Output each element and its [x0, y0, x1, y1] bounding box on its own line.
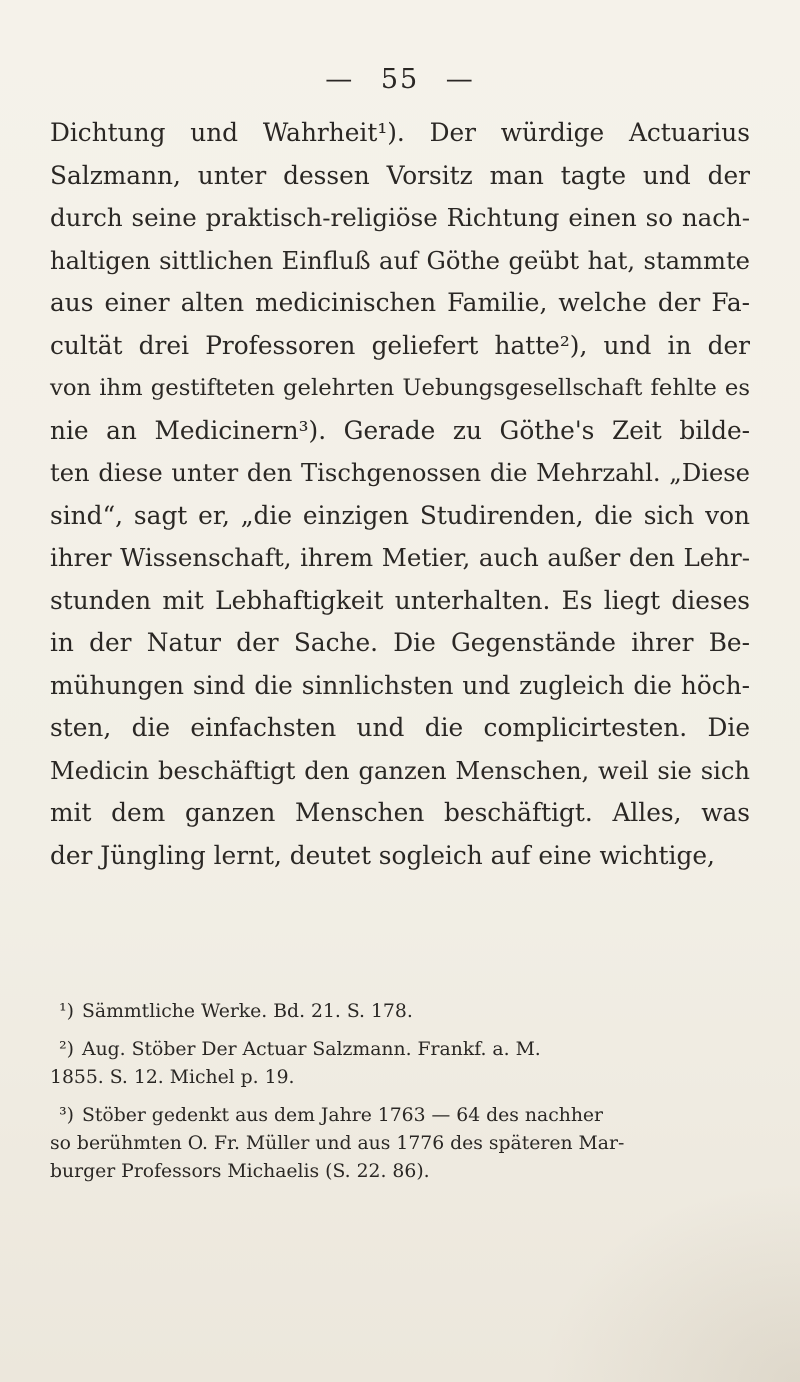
- body-line: Dichtung und Wahrheit¹). Der würdige Actuarius: [50, 118, 750, 147]
- footnote-line: so berühmten O. Fr. Müller und aus 1776 des späteren Mar-: [50, 1133, 625, 1154]
- body-line: sind“, sagt er, „die einzigen Studirenden, die sich von: [50, 500, 750, 530]
- footnote-marker: ³): [59, 1105, 74, 1126]
- body-line: mühungen sind die sinnlichsten und zugleich die höch-: [50, 670, 750, 700]
- header-dash-left: —: [325, 64, 355, 95]
- body-line: von ihm gestifteten gelehrten Uebungsgesellschaft fehlte es: [50, 375, 750, 401]
- footnote-line: 1855. S. 12. Michel p. 19.: [50, 1067, 295, 1088]
- footnote-line: [50, 1102, 750, 1130]
- footnotes: [50, 998, 750, 1196]
- body-line: ten diese unter den Tischgenossen die Mehrzahl. „Diese: [50, 459, 750, 487]
- body-line: der Jüngling lernt, deutet sogleich auf eine wichtige,: [50, 840, 715, 870]
- header-dash-right: —: [445, 64, 475, 95]
- footnote-line: [50, 1036, 750, 1064]
- body-line: Salzmann, unter dessen Vorsitz man tagte und der: [50, 160, 750, 190]
- body-line: sten, die einfachsten und die complicirtesten. Die: [50, 713, 750, 742]
- footnote-text: Aug. Stöber Der Actuar Salzmann. Frankf. a. M.: [82, 1039, 541, 1060]
- body-line: Medicin beschäftigt den ganzen Menschen, weil sie sich: [50, 756, 750, 785]
- footnote-marker: ¹): [59, 1001, 74, 1022]
- paper-stain: [540, 1182, 800, 1382]
- footnote-text: Sämmtliche Werke. Bd. 21. S. 178.: [82, 1001, 413, 1022]
- body-line: durch seine praktisch-religiöse Richtung einen so nach-: [50, 203, 750, 232]
- footnote-line: [50, 998, 750, 1026]
- footnote-2: [50, 1036, 750, 1092]
- body-line: stunden mit Lebhaftigkeit unterhalten. Es liegt dieses: [50, 585, 750, 615]
- body-line: mit dem ganzen Menschen beschäftigt. Alles, was: [50, 798, 750, 827]
- footnote-1: [50, 998, 750, 1026]
- footnote-line: burger Professors Michaelis (S. 22. 86).: [50, 1161, 430, 1182]
- footnote-text: Stöber gedenkt aus dem Jahre 1763 — 64 des nachher: [82, 1105, 604, 1126]
- body-line: haltigen sittlichen Einfluß auf Göthe geübt hat, stammte: [50, 246, 750, 275]
- body-line: in der Natur der Sache. Die Gegenstände ihrer Be-: [50, 628, 750, 657]
- body-text: [50, 112, 750, 877]
- footnote-marker: ²): [59, 1039, 74, 1060]
- page-number: 55: [380, 64, 420, 95]
- footnote-3: [50, 1102, 750, 1186]
- body-line: cultät drei Professoren geliefert hatte²), und in der: [50, 330, 750, 360]
- body-line: ihrer Wissenschaft, ihrem Metier, auch außer den Lehr-: [50, 543, 750, 572]
- page-header: [0, 64, 800, 95]
- body-line: aus einer alten medicinischen Familie, welche der Fa-: [50, 288, 750, 317]
- body-line: nie an Medicinern³). Gerade zu Göthe's Zeit bilde-: [50, 415, 750, 445]
